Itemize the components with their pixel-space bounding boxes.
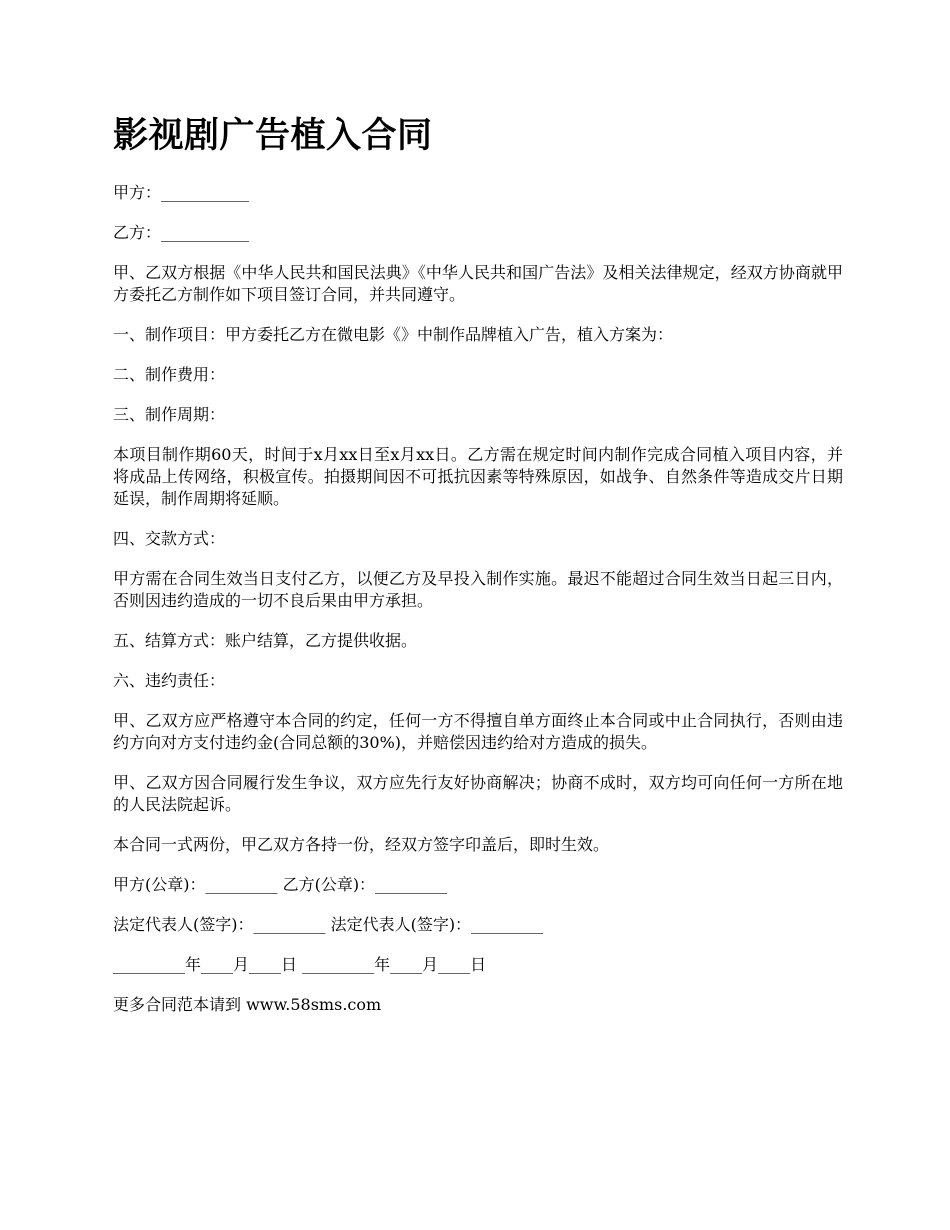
clause-settlement-method: 五、结算方式：账户结算，乙方提供收据。 — [113, 631, 418, 650]
copies-paragraph: 本合同一式两份，甲乙双方各持一份，经双方签字印盖后，即时生效。 — [113, 835, 610, 854]
seal-line: 甲方(公章)：_________ 乙方(公章)：_________ — [113, 875, 448, 894]
payment-method-paragraph: 甲方需在合同生效当日支付乙方，以便乙方及早投入制作实施。最迟不能超过合同生效当日起三日内，否则因违约造成的一切不良后果由甲方承担。 — [113, 569, 843, 610]
party-b-line: 乙方：___________ — [113, 223, 250, 242]
production-period-paragraph: 本项目制作期60天，时间于x月xx日至x月xx日。乙方需在规定时间内制作完成合同植入项目内容，并将成品上传网络，积极宣传。拍摄期间因不可抵抗因素等特殊原因，如战争、自然条件等造成交片日期延误，制作周期将延顺。 — [113, 445, 843, 508]
clause-production-period: 三、制作周期： — [113, 405, 226, 424]
preamble-paragraph: 甲、乙双方根据《中华人民共和国民法典》《中华人民共和国广告法》及相关法律规定，经双方协商就甲方委托乙方制作如下项目签订合同，并共同遵守。 — [113, 263, 843, 304]
document-page — [113, 112, 843, 1034]
document-title: 影视剧广告植入合同 — [113, 115, 433, 156]
footer-link-line: 更多合同范本请到 www.58sms.com — [113, 995, 382, 1014]
date-line: _________年____月____日 _________年____月____日 — [113, 955, 487, 974]
clause-liability: 六、违约责任： — [113, 671, 226, 690]
clause-production-fee: 二、制作费用： — [113, 365, 226, 384]
liability-paragraph: 甲、乙双方应严格遵守本合同的约定，任何一方不得擅自单方面终止本合同或中止合同执行，否则由违约方向对方支付违约金(合同总额的30%)，并赔偿因违约给对方造成的损失。 — [113, 711, 843, 752]
clause-payment-method: 四、交款方式： — [113, 529, 226, 548]
party-a-line: 甲方：___________ — [113, 183, 250, 202]
dispute-paragraph: 甲、乙双方因合同履行发生争议，双方应先行友好协商解决；协商不成时，双方均可向任何一方所在地的人民法院起诉。 — [113, 773, 843, 814]
clause-production-item: 一、制作项目：甲方委托乙方在微电影《》中制作品牌植入广告，植入方案为： — [113, 325, 674, 344]
signature-line: 法定代表人(签字)：_________ 法定代表人(签字)：_________ — [113, 915, 544, 934]
